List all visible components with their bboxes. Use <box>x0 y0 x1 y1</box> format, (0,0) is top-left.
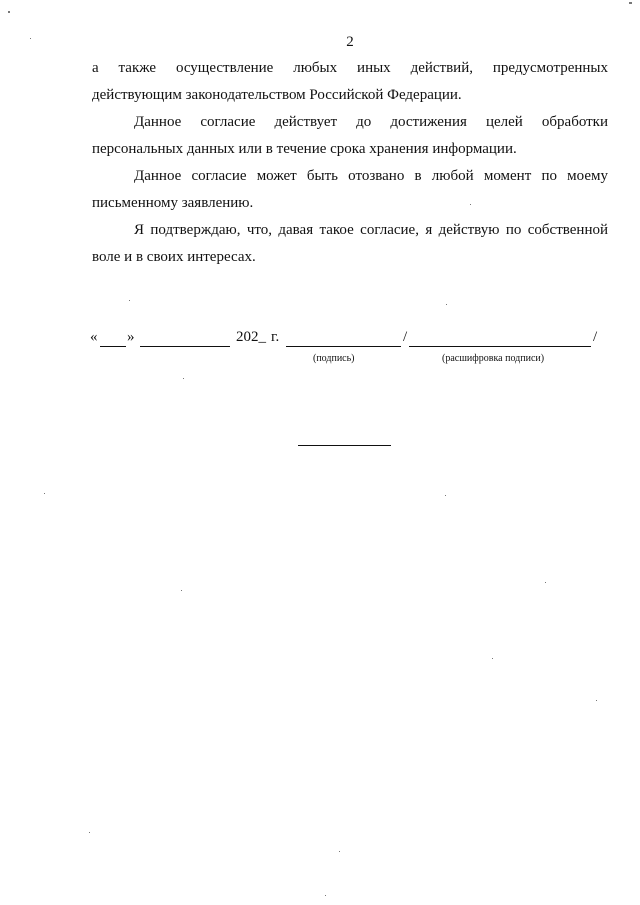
paragraph-line: персональных данных или в течение срока хранения информации. <box>92 141 517 157</box>
year-suffix: г. <box>271 329 280 345</box>
scan-speck <box>339 851 340 852</box>
paragraph-line: Данное согласие действует до достижения целей обработки <box>134 114 608 130</box>
scan-speck <box>596 700 597 701</box>
paragraph-revocation <box>92 163 608 217</box>
slash-right: / <box>593 329 598 345</box>
paragraph-line: воле и в своих интересах. <box>92 249 256 265</box>
scan-speck <box>470 204 471 205</box>
month-blank[interactable] <box>140 346 230 347</box>
scan-speck <box>325 895 326 896</box>
paragraph-line: письменному заявлению. <box>92 195 254 211</box>
scan-speck <box>629 2 632 4</box>
paragraph-validity <box>92 109 608 163</box>
quote-close: » <box>127 329 135 345</box>
paragraph-line: Данное согласие может быть отозвано в любой момент по моему <box>134 168 608 184</box>
scan-speck <box>89 832 90 833</box>
scan-speck <box>8 11 10 13</box>
scan-speck <box>129 300 130 301</box>
year-prefix: 202_ <box>236 329 266 345</box>
scan-speck <box>545 582 546 583</box>
quote-open: « <box>90 329 98 345</box>
scan-speck <box>44 493 45 494</box>
paragraph-line: Я подтверждаю, что, давая такое согласие, я действую по собственной <box>134 222 608 238</box>
separator-line <box>298 445 391 446</box>
paragraph-confirmation <box>92 217 608 271</box>
slash-left: / <box>403 329 408 345</box>
day-blank[interactable] <box>100 346 126 347</box>
paragraph-actions <box>92 55 608 109</box>
scan-speck <box>183 378 184 379</box>
signature-blank[interactable] <box>286 346 401 347</box>
scan-speck <box>30 38 31 39</box>
scan-speck <box>181 590 182 591</box>
scan-speck <box>446 304 447 305</box>
page-number: 2 <box>346 34 354 50</box>
paragraph-line: действующим законодательством Российской Федерации. <box>92 87 462 103</box>
scan-speck <box>445 495 446 496</box>
caption-signature: (подпись) <box>313 353 355 364</box>
scan-speck <box>492 658 493 659</box>
name-decryption-blank[interactable] <box>409 346 591 347</box>
signature-row <box>90 326 610 350</box>
paragraph-line: а также осуществление любых иных действий, предусмотренных <box>92 60 608 76</box>
caption-decryption: (расшифровка подписи) <box>442 353 545 364</box>
